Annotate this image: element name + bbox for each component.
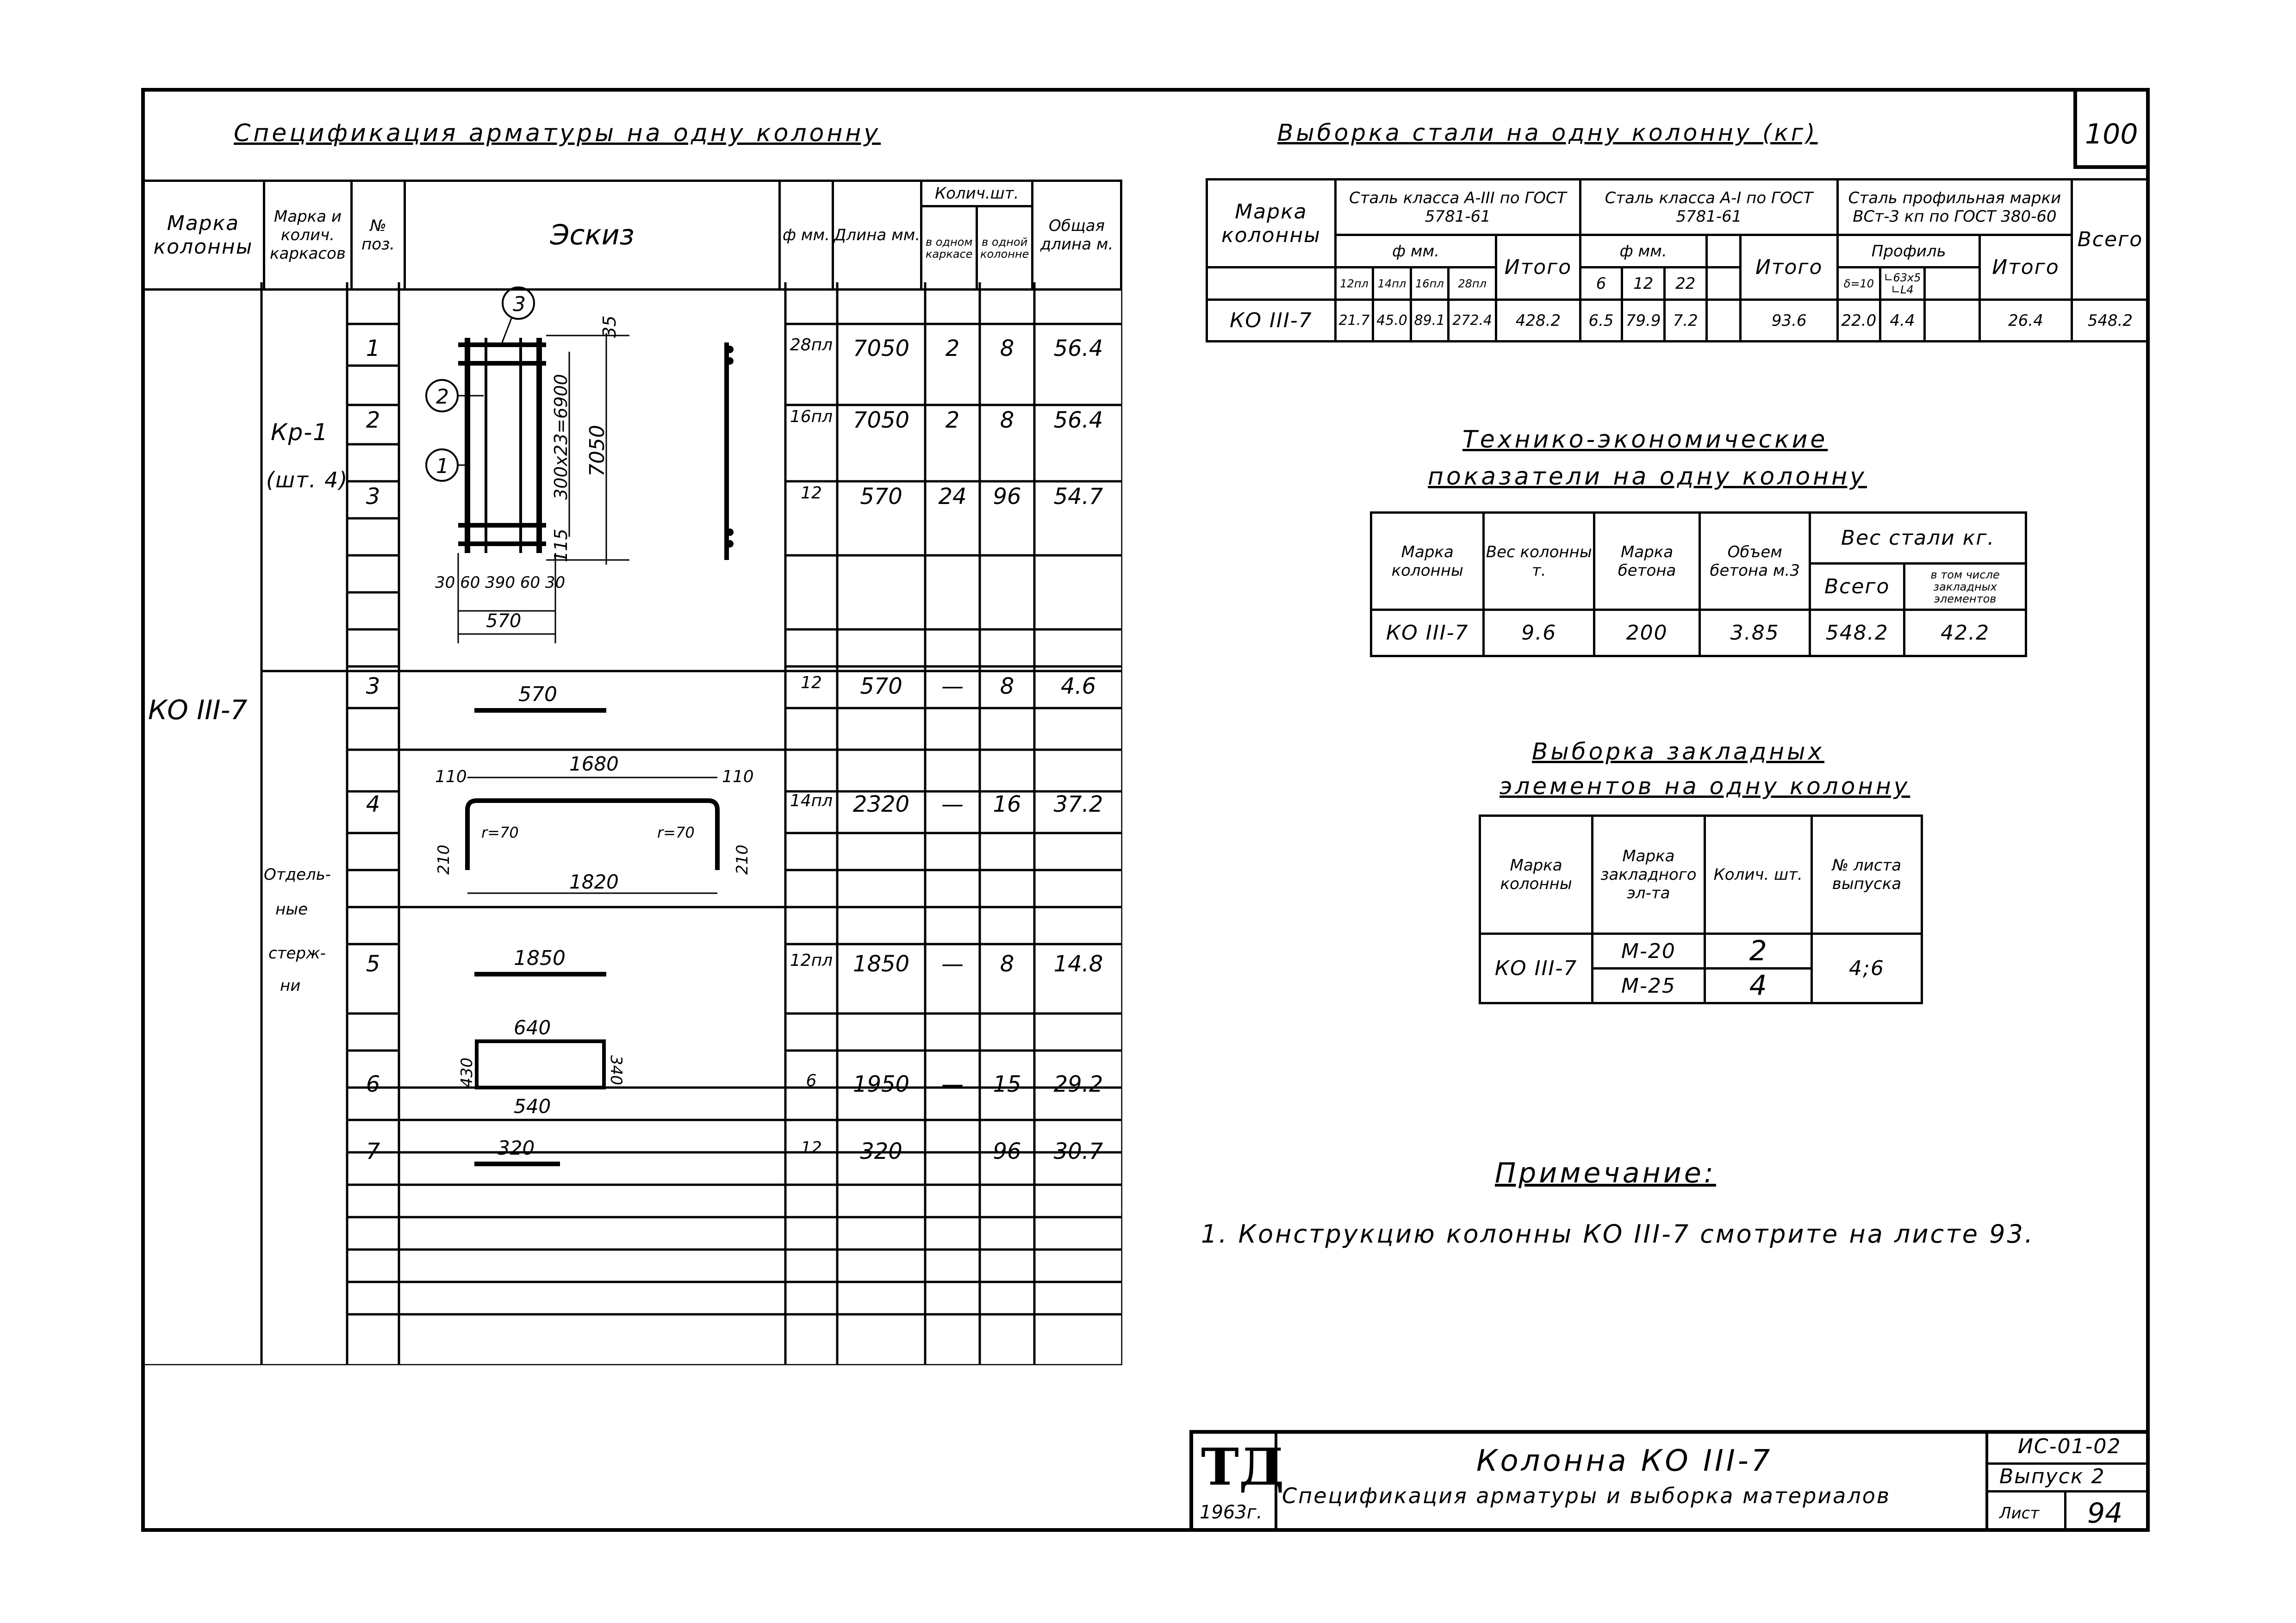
tep-concrete: 200: [1594, 610, 1700, 656]
st-a3-val: 21.7: [1335, 300, 1373, 342]
st-prof-val: 22.0: [1838, 300, 1880, 342]
st-mark: КО III-7: [1207, 300, 1336, 342]
emb-item-qty: 4: [1705, 969, 1811, 1003]
tep-weight: 9.6: [1484, 610, 1594, 656]
spec-cell-total: 4.6: [1060, 673, 1096, 699]
tep-title-1: Технико-экономические: [1462, 426, 1828, 454]
emb-mark: КО III-7: [1480, 934, 1593, 1003]
steel-title: Выборка стали на одну колонну (кг): [1277, 119, 1818, 146]
st-vsego: Всего: [2072, 180, 2148, 300]
dim-pitch: 300x23=6900: [551, 374, 571, 500]
sheet-number-top: 100: [2085, 118, 2138, 150]
hdr-marka-kolonny: Марка колонны: [143, 181, 264, 290]
spec-cell-len: 1850: [852, 951, 910, 977]
callout-1: 1: [436, 454, 449, 478]
sketch-bar7: [407, 1129, 778, 1185]
spec-cell-in_frame: 24: [938, 484, 967, 510]
emb-sheets: 4;6: [1811, 934, 1922, 1003]
st-prof-val: 4.4: [1880, 300, 1925, 342]
spec-cell-total: 56.4: [1053, 336, 1103, 361]
note-title: Примечание:: [1495, 1157, 1716, 1189]
hdr-kolich: Колич.шт.: [922, 182, 1031, 207]
spec-cell-diam: 12пл: [790, 951, 833, 970]
tep-mark: КО III-7: [1371, 610, 1484, 656]
spec-cell-in_col: 8: [1000, 673, 1014, 699]
bar3-len: 570: [518, 683, 557, 706]
st-group-prof: Сталь профильная марки ВСт-3 кп по ГОСТ 380-60: [1838, 180, 2072, 235]
spec-cell-diam: 16пл: [790, 407, 833, 426]
hdr-eskiz: Эскиз: [405, 181, 780, 290]
st-grand: 548.2: [2072, 300, 2148, 342]
st-profil: Профиль: [1838, 235, 1980, 267]
st-group-a3: Сталь класса А-III по ГОСТ 5781-61: [1335, 180, 1580, 235]
st-empty-prof: [1925, 267, 1980, 300]
bar7-len: 320: [498, 1137, 535, 1159]
stamp-sheet-split: [2064, 1490, 2066, 1532]
bar4-side-right: 210: [733, 845, 752, 875]
tep-title-2: показатели на одну колонну: [1428, 463, 1867, 491]
bar4-r-left: r=70: [481, 824, 519, 841]
emb-title-2: элементов на одну колонну: [1500, 773, 1910, 800]
st-a3-val: 89.1: [1411, 300, 1448, 342]
embedded-table: [1479, 815, 1923, 1004]
emb-h-qty: Колич. шт.: [1705, 816, 1811, 934]
stamp-sheet: 94: [2087, 1497, 2123, 1530]
bar6-top: 640: [514, 1016, 551, 1039]
spec-cell-poz: 1: [366, 336, 380, 361]
column-mark: КО III-7: [148, 694, 248, 726]
spec-cell-total: 14.8: [1053, 951, 1103, 977]
emb-h-element: Марка закладного эл-та: [1593, 816, 1705, 934]
spec-cell-in_frame: —: [941, 673, 964, 699]
sketch-frame: [407, 282, 778, 653]
hdr-kolich-group: [921, 181, 1033, 290]
spec-cell-len: 7050: [852, 407, 910, 433]
spec-cell-poz: 5: [366, 951, 380, 977]
st-a1-total: 93.6: [1741, 300, 1838, 342]
bar4-top: 1680: [569, 752, 619, 775]
bar4-leg-left: 110: [435, 767, 467, 786]
frame-count: (шт. 4): [266, 467, 348, 492]
spec-cell-in_col: 96: [993, 484, 1021, 510]
sketch-bar6: [407, 1009, 778, 1125]
st-data-row: [1207, 300, 2149, 342]
tep-steel-total: 548.2: [1810, 610, 1904, 656]
spec-cell-in_col: 8: [1000, 336, 1014, 361]
spec-cell-poz: 2: [366, 407, 380, 433]
emb-item-qty: 2: [1705, 934, 1811, 969]
stamp-issue: Выпуск 2: [1999, 1465, 2105, 1488]
tep-h-volume: Объем бетона м.3: [1700, 513, 1810, 610]
bar4-leg-right: 110: [722, 767, 754, 786]
emb-title-1: Выборка закладных: [1532, 738, 1825, 765]
frame-group: Кр-1: [271, 419, 329, 446]
st-itogo-a1: Итого: [1741, 235, 1838, 300]
st-a3-val: 272.4: [1449, 300, 1496, 342]
spec-cell-total: 56.4: [1053, 407, 1103, 433]
spec-cell-diam: 12: [801, 1138, 822, 1157]
spec-cell-in_col: 96: [993, 1138, 1021, 1164]
hdr-marka-karkasov: Марка и колич. каркасов: [264, 181, 351, 290]
spec-cell-diam: 28пл: [790, 336, 833, 354]
st-col-mark: Марка колонны: [1207, 180, 1336, 267]
st-empty-a1c: [1706, 300, 1741, 342]
spec-cell-len: 570: [860, 673, 902, 699]
st-prof-total: 26.4: [1980, 300, 2072, 342]
st-empty-mark: [1207, 267, 1336, 300]
spec-cell-in_frame: —: [941, 791, 964, 817]
separate-2: ные: [275, 900, 308, 919]
st-a1-size: 22: [1664, 267, 1706, 300]
spec-cell-total: 54.7: [1053, 484, 1103, 510]
tep-h-embedded: в том числе закладных элементов: [1904, 564, 2026, 610]
sketch-bar4: [407, 750, 778, 907]
callout-3: 3: [513, 292, 526, 316]
dim-570-frame: 570: [486, 610, 522, 632]
separate-3: стерж-: [268, 944, 326, 963]
tep-h-concrete: Марка бетона: [1594, 513, 1700, 610]
spec-cell-in_frame: —: [941, 951, 964, 977]
st-a1-size: 12: [1622, 267, 1665, 300]
tep-steel-embedded: 42.2: [1904, 610, 2026, 656]
spec-table: [141, 180, 1122, 291]
spec-cell-in_frame: —: [941, 1071, 964, 1097]
spec-cell-in_frame: 2: [945, 336, 960, 361]
spec-cell-in_frame: —: [941, 1138, 964, 1164]
spec-cell-in_col: 16: [993, 791, 1021, 817]
separate-4: ни: [280, 976, 301, 995]
steel-table: [1206, 178, 2150, 342]
spec-cell-poz: 6: [366, 1071, 380, 1097]
dim-115: 115: [551, 529, 571, 562]
spec-cell-len: 570: [860, 484, 902, 510]
spec-cell-total: 37.2: [1053, 791, 1103, 817]
hdr-obsh: Общая длина м.: [1033, 181, 1121, 290]
hdr-diam: ф мм.: [780, 181, 833, 290]
stamp-year: 1963г.: [1200, 1502, 1263, 1523]
hdr-dlina: Длина мм.: [833, 181, 921, 290]
stamp-subtitle: Спецификация арматуры и выборка материалов: [1282, 1483, 1891, 1508]
stamp-sheet-label: Лист: [1999, 1504, 2040, 1523]
st-a1-val: 7.2: [1664, 300, 1706, 342]
st-a1-val: 6.5: [1580, 300, 1622, 342]
emb-item-name: М-25: [1593, 969, 1705, 1003]
spec-cell-in_col: 15: [993, 1071, 1021, 1097]
st-a1-val: 79.9: [1622, 300, 1665, 342]
st-prof-val: [1925, 300, 1980, 342]
tep-h-mark: Марка колонны: [1371, 513, 1484, 610]
spec-cell-len: 1950: [852, 1071, 910, 1097]
st-a3-total: 428.2: [1496, 300, 1580, 342]
tep-h-total: Всего: [1810, 564, 1904, 610]
stamp-title: Колонна КО III-7: [1476, 1444, 1773, 1478]
hdr-v-kolonne: в одной колонне: [980, 235, 1029, 261]
st-a3-size: 16пл: [1411, 267, 1448, 300]
bar4-bottom: 1820: [569, 871, 619, 893]
st-fmm-a3: ф мм.: [1335, 235, 1496, 267]
bar6-left: 430: [458, 1057, 476, 1088]
spec-cell-in_col: 8: [1000, 407, 1014, 433]
callout-2: 2: [436, 385, 449, 409]
dim-bottom: 30 60 390 60 30: [435, 573, 566, 592]
bar4-r-right: r=70: [657, 824, 695, 841]
tep-h-weight: Вес колонны т.: [1484, 513, 1594, 610]
spec-cell-diam: 14пл: [790, 791, 833, 810]
st-group-a1: Сталь класса А-I по ГОСТ 5781-61: [1580, 180, 1837, 235]
dim-7050: 7050: [585, 425, 609, 477]
emb-h-sheet: № листа выпуска: [1811, 816, 1922, 934]
spec-cell-in_frame: 2: [945, 407, 960, 433]
separate-1: Отдель-: [264, 865, 331, 884]
tep-h-steel: Вес стали кг.: [1810, 513, 2026, 564]
spec-title: Спецификация арматуры на одну колонну: [234, 119, 881, 147]
spec-cell-diam: 6: [806, 1071, 817, 1090]
st-a3-size: 12пл: [1335, 267, 1373, 300]
hdr-v-karkase: в одном каркасе: [922, 207, 978, 288]
stamp-logo: ТД: [1201, 1437, 1284, 1497]
sketch-bar3: [407, 671, 778, 745]
spec-cell-len: 2320: [852, 791, 910, 817]
spec-cell-diam: 12: [801, 673, 822, 692]
hdr-poz: № поз.: [351, 181, 404, 290]
st-a1-size: 6: [1580, 267, 1622, 300]
spec-cell-total: 30.7: [1053, 1138, 1103, 1164]
spec-cell-in_col: 8: [1000, 951, 1014, 977]
spec-cell-len: 7050: [852, 336, 910, 361]
st-itogo-a3: Итого: [1496, 235, 1580, 300]
sketch-bar5: [407, 935, 778, 990]
dim-35: 35: [599, 315, 620, 338]
st-empty-a1b: [1706, 267, 1741, 300]
tep-table: [1370, 511, 2027, 657]
spec-cell-poz: 4: [366, 791, 380, 817]
st-a3-size: 28пл: [1449, 267, 1496, 300]
stamp-issue-line: [1985, 1490, 2150, 1492]
spec-cell-total: 29.2: [1053, 1071, 1103, 1097]
emb-h-mark: Марка колонны: [1480, 816, 1593, 934]
spec-cell-len: 320: [860, 1138, 902, 1164]
tep-volume: 3.85: [1700, 610, 1810, 656]
st-empty-a1: [1706, 235, 1741, 267]
st-itogo-prof: Итого: [1980, 235, 2072, 300]
st-a3-size: 14пл: [1373, 267, 1411, 300]
spec-cell-poz: 3: [366, 673, 380, 699]
st-prof-size: ∟63x5 ∟L4: [1880, 267, 1925, 300]
bar5-len: 1850: [514, 946, 566, 970]
spec-cell-poz: 3: [366, 484, 380, 510]
emb-item-name: М-20: [1593, 934, 1705, 969]
bar4-side-left: 210: [435, 845, 453, 875]
st-fmm-a1: ф мм.: [1580, 235, 1706, 267]
spec-cell-diam: 12: [801, 484, 822, 503]
spec-cell-poz: 7: [366, 1138, 380, 1164]
bar6-right: 340: [607, 1055, 625, 1085]
note-text: 1. Конструкцию колонны КО III-7 смотрите на листе 93.: [1201, 1219, 2035, 1249]
st-a3-val: 45.0: [1373, 300, 1411, 342]
bar6-bottom: 540: [514, 1095, 551, 1118]
st-prof-size: δ=10: [1838, 267, 1880, 300]
stamp-series: ИС-01-02: [2018, 1435, 2122, 1458]
